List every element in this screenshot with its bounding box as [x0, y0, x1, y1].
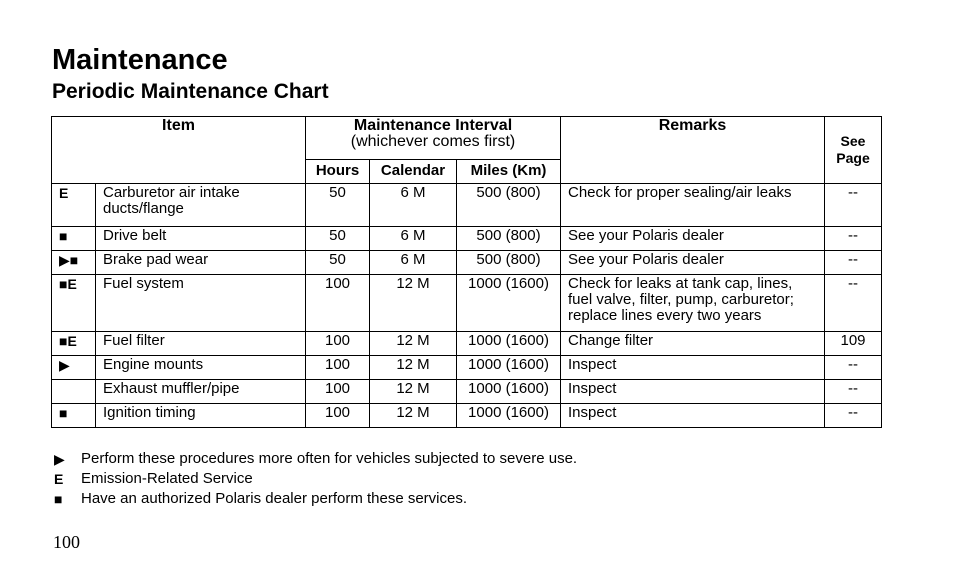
row-page: -- [825, 251, 882, 275]
legend-text: Perform these procedures more often for vehicles subjected to severe use. [81, 450, 578, 467]
header-maintenance-interval: Maintenance Interval (whichever comes first) [306, 117, 561, 160]
row-symbol: ▶ [52, 356, 96, 380]
row-miles: 1000 (1600) [457, 404, 561, 428]
row-item: Carburetor air intake ducts/flange [96, 184, 306, 227]
legend-item [54, 469, 577, 489]
row-symbol: ■E [52, 332, 96, 356]
table-row [52, 380, 882, 404]
row-hours: 100 [306, 356, 370, 380]
legend-item [54, 449, 577, 469]
row-calendar: 12 M [370, 332, 457, 356]
row-calendar: 12 M [370, 380, 457, 404]
row-symbol: ■ [52, 227, 96, 251]
row-item: Fuel filter [96, 332, 306, 356]
row-remarks: See your Polaris dealer [561, 227, 825, 251]
row-item: Engine mounts [96, 356, 306, 380]
row-item: Brake pad wear [96, 251, 306, 275]
row-calendar: 12 M [370, 275, 457, 332]
row-item: Drive belt [96, 227, 306, 251]
row-symbol: ■ [52, 404, 96, 428]
row-page: -- [825, 184, 882, 227]
header-calendar: Calendar [370, 160, 457, 184]
row-symbol: E [52, 184, 96, 227]
row-miles: 1000 (1600) [457, 275, 561, 332]
row-remarks: Inspect [561, 380, 825, 404]
row-miles: 1000 (1600) [457, 332, 561, 356]
legend-item [54, 489, 577, 509]
row-page: -- [825, 356, 882, 380]
row-item: Ignition timing [96, 404, 306, 428]
header-item: Item [52, 117, 306, 184]
row-remarks: Check for proper sealing/air leaks [561, 184, 825, 227]
row-hours: 50 [306, 184, 370, 227]
row-hours: 100 [306, 380, 370, 404]
header-see-page: See Page [825, 117, 882, 184]
legend-text: Emission-Related Service [81, 470, 253, 487]
row-symbol [52, 380, 96, 404]
row-page: -- [825, 404, 882, 428]
table-row [52, 275, 882, 332]
header-miles: Miles (Km) [457, 160, 561, 184]
table-row [52, 356, 882, 380]
row-miles: 1000 (1600) [457, 356, 561, 380]
legend [54, 449, 577, 509]
row-page: -- [825, 227, 882, 251]
row-hours: 50 [306, 227, 370, 251]
row-symbol: ▶■ [52, 251, 96, 275]
row-page: -- [825, 380, 882, 404]
header-remarks: Remarks [561, 117, 825, 184]
header-hours: Hours [306, 160, 370, 184]
row-remarks: Inspect [561, 404, 825, 428]
section-title: Periodic Maintenance Chart [52, 80, 329, 103]
row-remarks: Check for leaks at tank cap, lines, fuel valve, filter, pump, carburetor; replace lines every two years [561, 275, 825, 332]
table-row [52, 184, 882, 227]
legend-text: Have an authorized Polaris dealer perform these services. [81, 490, 468, 507]
row-hours: 100 [306, 404, 370, 428]
row-remarks: Inspect [561, 356, 825, 380]
page-title: Maintenance [52, 44, 228, 76]
row-miles: 500 (800) [457, 251, 561, 275]
row-page: 109 [825, 332, 882, 356]
row-hours: 100 [306, 275, 370, 332]
row-hours: 100 [306, 332, 370, 356]
row-miles: 1000 (1600) [457, 380, 561, 404]
row-calendar: 6 M [370, 184, 457, 227]
row-calendar: 12 M [370, 356, 457, 380]
page-number: 100 [53, 532, 80, 552]
table-row [52, 404, 882, 428]
row-calendar: 6 M [370, 227, 457, 251]
row-hours: 50 [306, 251, 370, 275]
row-remarks: See your Polaris dealer [561, 251, 825, 275]
table-row [52, 251, 882, 275]
dealer-service-symbol: ■ [54, 491, 63, 507]
row-miles: 500 (800) [457, 227, 561, 251]
table-row [52, 227, 882, 251]
row-page: -- [825, 275, 882, 332]
row-symbol: ■E [52, 275, 96, 332]
row-item: Fuel system [96, 275, 306, 332]
row-item: Exhaust muffler/pipe [96, 380, 306, 404]
row-calendar: 12 M [370, 404, 457, 428]
severe-use-symbol: ▶ [54, 451, 65, 467]
row-calendar: 6 M [370, 251, 457, 275]
row-remarks: Change filter [561, 332, 825, 356]
emission-symbol: E [54, 471, 64, 487]
header-interval-subtitle: (whichever comes first) [350, 133, 516, 150]
row-miles: 500 (800) [457, 184, 561, 227]
maintenance-chart-table [51, 116, 882, 428]
table-row [52, 332, 882, 356]
